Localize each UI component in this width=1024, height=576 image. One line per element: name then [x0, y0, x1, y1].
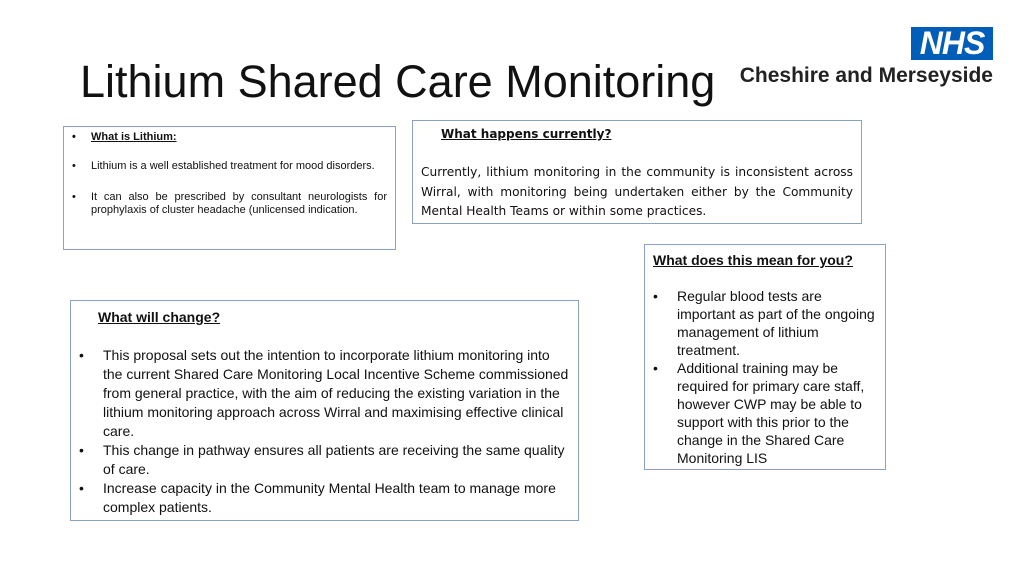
you-list [653, 287, 877, 467]
current-situation-box [412, 120, 862, 224]
change-item-text: This proposal sets out the intention to incorporate lithium monitoring into the current Shared Care Monitoring Local Incentive Scheme commissioned from general practice, with the aim of reducing the existing variation in the lithium monitoring approach across Wirral and maximising effective clinical care. [103, 347, 569, 439]
lithium-info-box [63, 126, 396, 250]
you-item-text: Regular blood tests are important as part of the ongoing management of lithium treatment. [677, 288, 875, 358]
list-item [72, 160, 387, 173]
list-item [72, 191, 387, 217]
list-item [79, 441, 570, 479]
meaning-for-you-box [644, 244, 886, 470]
list-item [72, 131, 387, 144]
region-name: Cheshire and Merseyside [739, 64, 993, 87]
list-item [653, 287, 877, 359]
lithium-heading: What is Lithium: [91, 131, 177, 143]
current-heading: What happens currently? [441, 127, 612, 141]
change-item-text: This change in pathway ensures all patients are receiving the same quality of care. [103, 442, 565, 477]
bullet-icon: • [79, 347, 84, 363]
bullet-icon: • [79, 442, 84, 458]
you-heading: What does this mean for you? [653, 252, 853, 268]
bullet-icon: • [72, 160, 76, 172]
list-item [79, 346, 570, 441]
lithium-item-text: It can also be prescribed by consultant neurologists for prophylaxis of cluster headache (unlicensed indication. [91, 191, 387, 216]
list-item [653, 359, 877, 467]
current-body: Currently, lithium monitoring in the community is inconsistent across Wirral, with monitoring being undertaken either by the Community Mental Health Teams or within some practices. [421, 165, 853, 218]
lithium-list [72, 131, 387, 217]
bullet-icon: • [653, 288, 658, 304]
bullet-icon: • [72, 191, 76, 203]
change-box [70, 300, 579, 521]
you-item-text: Additional training may be required for primary care staff, however CWP may be able to support with this prior to the change in the Shared Care Monitoring LIS [677, 360, 865, 466]
bullet-icon: • [79, 480, 84, 496]
lithium-item-text: Lithium is a well established treatment for mood disorders. [91, 160, 375, 172]
change-list [79, 346, 570, 517]
nhs-logo: NHS [911, 27, 993, 60]
bullet-icon: • [653, 360, 658, 376]
change-heading: What will change? [98, 309, 221, 325]
list-item [79, 479, 570, 517]
page-title: Lithium Shared Care Monitoring [80, 56, 716, 107]
bullet-icon: • [72, 131, 76, 143]
change-item-text: Increase capacity in the Community Mental Health team to manage more complex patients. [103, 480, 556, 515]
